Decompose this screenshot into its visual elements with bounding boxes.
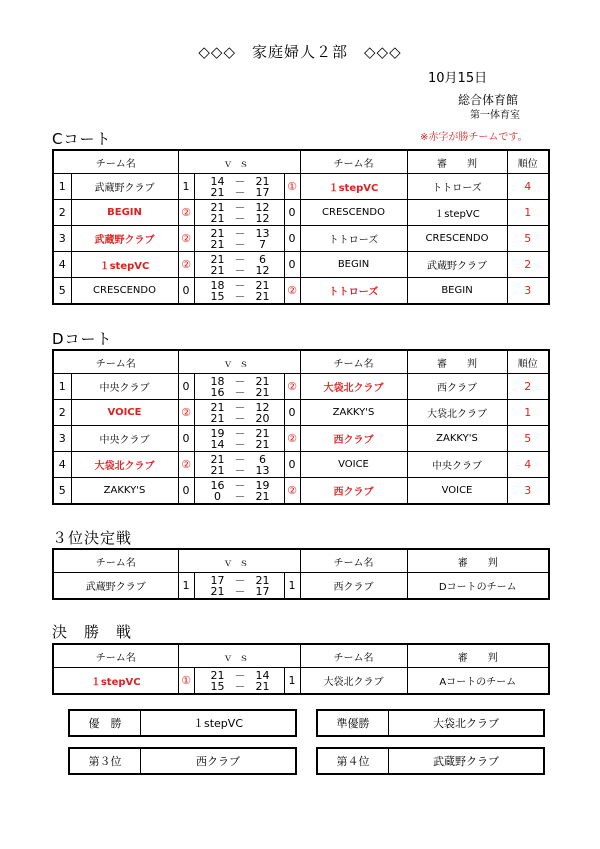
set-score-2 — [195, 387, 284, 398]
team-a: CRESCENDO — [71, 278, 178, 305]
runner-up-label: 準優勝 — [318, 711, 389, 735]
referee: Dコートのチーム — [407, 573, 549, 600]
score-left: 19 — [210, 426, 225, 440]
winner-note: ※赤字が勝チームです。 — [420, 132, 528, 143]
team-a: 中央クラブ — [71, 426, 178, 452]
score-left: 21 — [210, 584, 225, 598]
score-right: 12 — [255, 263, 270, 277]
set-score-1 — [195, 228, 284, 239]
score-left: 16 — [210, 478, 225, 492]
header-team-a: チーム名 — [53, 644, 178, 668]
team-a-sets: ② — [178, 452, 194, 478]
set-score-1 — [195, 202, 284, 213]
team-b-sets: ② — [284, 478, 300, 505]
rank: 4 — [507, 174, 549, 200]
header-team-a: チーム名 — [53, 549, 178, 573]
referee: トトローズ — [407, 174, 507, 200]
score-dash: － — [234, 226, 246, 240]
winner-box — [68, 709, 297, 737]
set-scores — [194, 374, 284, 400]
match-number: 4 — [53, 452, 71, 478]
d-court-table — [52, 349, 550, 505]
score-right: 21 — [255, 374, 270, 388]
score-left: 21 — [210, 400, 225, 414]
score-dash: － — [234, 584, 246, 598]
set-score-2 — [195, 439, 284, 450]
team-b-sets: 1 — [284, 668, 300, 695]
score-left: 21 — [210, 185, 225, 199]
score-dash: － — [234, 252, 246, 266]
score-left: 16 — [210, 385, 225, 399]
team-b-sets: ② — [284, 278, 300, 305]
set-score-1 — [195, 454, 284, 465]
team-b: 西クラブ — [300, 426, 407, 452]
match-number: 5 — [53, 278, 71, 305]
set-score-2 — [195, 465, 284, 476]
set-score-2 — [195, 187, 284, 198]
score-dash: － — [234, 237, 246, 251]
score-right: 21 — [255, 573, 270, 587]
match-row — [53, 426, 549, 452]
team-b-sets: ② — [284, 426, 300, 452]
set-score-2 — [195, 213, 284, 224]
set-scores — [194, 573, 284, 600]
team-b-sets: 0 — [284, 252, 300, 278]
score-right: 21 — [255, 489, 270, 503]
match-number: 5 — [53, 478, 71, 505]
team-b: CRESCENDO — [300, 200, 407, 226]
match-row — [53, 400, 549, 426]
c-court-title: Cコート — [52, 130, 112, 148]
referee: 大袋北クラブ — [407, 400, 507, 426]
score-right: 19 — [255, 478, 270, 492]
score-right: 7 — [259, 237, 266, 251]
match-number: 4 — [53, 252, 71, 278]
score-right: 21 — [255, 385, 270, 399]
set-score-2 — [195, 681, 284, 692]
team-a: 中央クラブ — [71, 374, 178, 400]
team-b: VOICE — [300, 452, 407, 478]
match-row — [53, 278, 549, 305]
team-a-sets: ② — [178, 226, 194, 252]
team-b-sets: 1 — [284, 573, 300, 600]
venue-name: 総合体育館 — [458, 93, 519, 107]
rank: 1 — [507, 200, 549, 226]
header-team-a: チーム名 — [53, 150, 178, 174]
fourth-box — [316, 747, 545, 775]
referee: BEGIN — [407, 278, 507, 305]
match-row — [53, 374, 549, 400]
score-dash: － — [234, 437, 246, 451]
header-team-b: チーム名 — [300, 549, 407, 573]
runner-up-box — [316, 709, 545, 737]
referee: VOICE — [407, 478, 507, 505]
match-row — [53, 200, 549, 226]
score-right: 17 — [255, 185, 270, 199]
score-dash: － — [234, 489, 246, 503]
referee: 中央クラブ — [407, 452, 507, 478]
score-left: 21 — [210, 411, 225, 425]
set-score-1 — [195, 280, 284, 291]
team-a: 武蔵野クラブ — [71, 174, 178, 200]
set-score-2 — [195, 413, 284, 424]
venue-room: 第一体育室 — [470, 110, 520, 121]
score-right: 13 — [255, 226, 270, 240]
runner-up-team: 大袋北クラブ — [433, 717, 499, 730]
team-b-sets: 0 — [284, 400, 300, 426]
winner-label: 優 勝 — [70, 711, 141, 735]
team-b: 西クラブ — [300, 478, 407, 505]
score-left: 15 — [210, 679, 225, 693]
match-row — [53, 174, 549, 200]
score-right: 6 — [259, 252, 266, 266]
team-b: トトローズ — [300, 278, 407, 305]
score-left: 14 — [210, 174, 225, 188]
rank: 1 — [507, 400, 549, 426]
third-team: 西クラブ — [196, 755, 240, 768]
score-dash: － — [234, 463, 246, 477]
referee: CRESCENDO — [407, 226, 507, 252]
match-row — [53, 478, 549, 505]
match-number: 3 — [53, 426, 71, 452]
score-dash: － — [234, 174, 246, 188]
score-right: 21 — [255, 437, 270, 451]
set-scores — [194, 478, 284, 505]
team-b: １stepVC — [300, 174, 407, 200]
set-scores — [194, 252, 284, 278]
score-right: 21 — [255, 426, 270, 440]
header-vs: ｖｓ — [178, 644, 300, 668]
score-dash: － — [234, 668, 246, 682]
team-b-sets: 0 — [284, 226, 300, 252]
score-dash: － — [234, 200, 246, 214]
third-box — [68, 747, 297, 775]
score-dash: － — [234, 573, 246, 587]
set-score-1 — [195, 376, 284, 387]
set-score-1 — [195, 480, 284, 491]
header-rank: 順位 — [507, 350, 549, 374]
header-team-a: チーム名 — [53, 350, 178, 374]
team-a: 武蔵野クラブ — [71, 226, 178, 252]
fourth-team: 武蔵野クラブ — [433, 755, 499, 768]
score-dash: － — [234, 185, 246, 199]
rank: 3 — [507, 278, 549, 305]
score-dash: － — [234, 426, 246, 440]
score-left: 18 — [210, 278, 225, 292]
team-a: １stepVC — [53, 668, 178, 695]
score-dash: － — [234, 289, 246, 303]
score-left: 18 — [210, 374, 225, 388]
team-a-sets: 0 — [178, 478, 194, 505]
d-court-title: Dコート — [52, 330, 113, 348]
team-a: 大袋北クラブ — [71, 452, 178, 478]
header-team-b: チーム名 — [300, 644, 407, 668]
third-place-title: ３位決定戦 — [52, 529, 133, 547]
score-dash: － — [234, 452, 246, 466]
header-vs: ｖｓ — [178, 549, 300, 573]
header-referee: 審 判 — [407, 644, 549, 668]
match-row — [53, 252, 549, 278]
referee: Aコートのチーム — [407, 668, 549, 695]
team-a-sets: ② — [178, 252, 194, 278]
score-right: 21 — [255, 174, 270, 188]
match-number: 2 — [53, 200, 71, 226]
score-left: 21 — [210, 252, 225, 266]
set-score-1 — [195, 670, 284, 681]
team-a-sets: ① — [178, 668, 194, 695]
header-referee: 審 判 — [407, 549, 549, 573]
score-right: 20 — [255, 411, 270, 425]
team-b: 西クラブ — [300, 573, 407, 600]
c-court-table — [52, 149, 550, 305]
team-b: ZAKKY'S — [300, 400, 407, 426]
score-left: 21 — [210, 668, 225, 682]
set-scores — [194, 200, 284, 226]
score-left: 15 — [210, 289, 225, 303]
header-rank: 順位 — [507, 150, 549, 174]
score-right: 14 — [255, 668, 270, 682]
set-score-2 — [195, 265, 284, 276]
match-number: 3 — [53, 226, 71, 252]
team-b-sets: 0 — [284, 452, 300, 478]
score-right: 21 — [255, 289, 270, 303]
score-left: 21 — [210, 263, 225, 277]
team-b-sets: 0 — [284, 200, 300, 226]
referee: １stepVC — [407, 200, 507, 226]
rank: 5 — [507, 426, 549, 452]
header-team-b: チーム名 — [300, 350, 407, 374]
score-dash: － — [234, 478, 246, 492]
set-score-1 — [195, 402, 284, 413]
score-right: 12 — [255, 400, 270, 414]
team-b: トトローズ — [300, 226, 407, 252]
team-a: BEGIN — [71, 200, 178, 226]
score-dash: － — [234, 385, 246, 399]
score-right: 12 — [255, 211, 270, 225]
team-a: １stepVC — [71, 252, 178, 278]
team-a: ZAKKY'S — [71, 478, 178, 505]
set-scores — [194, 278, 284, 305]
fourth-label: 第４位 — [318, 749, 389, 773]
score-dash: － — [234, 411, 246, 425]
score-right: 6 — [259, 452, 266, 466]
team-b: 大袋北クラブ — [300, 374, 407, 400]
set-scores — [194, 226, 284, 252]
team-a-sets: ② — [178, 200, 194, 226]
team-b-sets: ② — [284, 374, 300, 400]
referee: 西クラブ — [407, 374, 507, 400]
set-score-1 — [195, 575, 284, 586]
score-dash: － — [234, 374, 246, 388]
match-row — [53, 573, 549, 600]
score-left: 14 — [210, 437, 225, 451]
score-dash: － — [234, 400, 246, 414]
set-score-1 — [195, 176, 284, 187]
header-team-b: チーム名 — [300, 150, 407, 174]
team-a-sets: ② — [178, 400, 194, 426]
team-b: 大袋北クラブ — [300, 668, 407, 695]
set-score-1 — [195, 254, 284, 265]
final-table — [52, 643, 550, 695]
score-left: 21 — [210, 452, 225, 466]
match-number: 1 — [53, 174, 71, 200]
team-a-sets: 0 — [178, 374, 194, 400]
score-left: 21 — [210, 211, 225, 225]
score-left: 21 — [210, 200, 225, 214]
referee: 武蔵野クラブ — [407, 252, 507, 278]
set-score-2 — [195, 291, 284, 302]
event-date: 10月15日 — [428, 71, 488, 86]
score-right: 21 — [255, 679, 270, 693]
score-right: 13 — [255, 463, 270, 477]
match-number: 2 — [53, 400, 71, 426]
team-a: VOICE — [71, 400, 178, 426]
rank: 5 — [507, 226, 549, 252]
score-right: 17 — [255, 584, 270, 598]
set-scores — [194, 426, 284, 452]
set-scores — [194, 668, 284, 695]
team-a: 武蔵野クラブ — [53, 573, 178, 600]
score-dash: － — [234, 211, 246, 225]
set-score-2 — [195, 586, 284, 597]
set-score-2 — [195, 491, 284, 502]
set-scores — [194, 174, 284, 200]
third-place-table — [52, 548, 550, 600]
final-title: 決 勝 戦 — [52, 623, 133, 641]
third-label: 第３位 — [70, 749, 141, 773]
score-dash: － — [234, 679, 246, 693]
rank: 2 — [507, 374, 549, 400]
team-a-sets: 0 — [178, 278, 194, 305]
team-b-sets: ① — [284, 174, 300, 200]
match-row — [53, 452, 549, 478]
rank: 2 — [507, 252, 549, 278]
set-score-1 — [195, 428, 284, 439]
match-row — [53, 668, 549, 695]
score-left: 17 — [210, 573, 225, 587]
score-left: 21 — [210, 237, 225, 251]
rank: 4 — [507, 452, 549, 478]
team-a-sets: 1 — [178, 573, 194, 600]
winner-team: １stepVC — [193, 717, 243, 730]
score-dash: － — [234, 263, 246, 277]
header-vs: ｖｓ — [178, 350, 300, 374]
match-row — [53, 226, 549, 252]
score-left: 21 — [210, 226, 225, 240]
score-left: 21 — [210, 463, 225, 477]
score-right: 12 — [255, 200, 270, 214]
set-scores — [194, 452, 284, 478]
score-left: 0 — [214, 489, 221, 503]
score-right: 21 — [255, 278, 270, 292]
team-a-sets: 1 — [178, 174, 194, 200]
header-vs: ｖｓ — [178, 150, 300, 174]
rank: 3 — [507, 478, 549, 505]
match-number: 1 — [53, 374, 71, 400]
page-title: ◇◇◇ 家庭婦人２部 ◇◇◇ — [198, 43, 402, 61]
set-scores — [194, 400, 284, 426]
score-dash: － — [234, 278, 246, 292]
header-referee: 審 判 — [407, 150, 507, 174]
set-score-2 — [195, 239, 284, 250]
team-b: BEGIN — [300, 252, 407, 278]
team-a-sets: 0 — [178, 426, 194, 452]
header-referee: 審 判 — [407, 350, 507, 374]
referee: ZAKKY'S — [407, 426, 507, 452]
